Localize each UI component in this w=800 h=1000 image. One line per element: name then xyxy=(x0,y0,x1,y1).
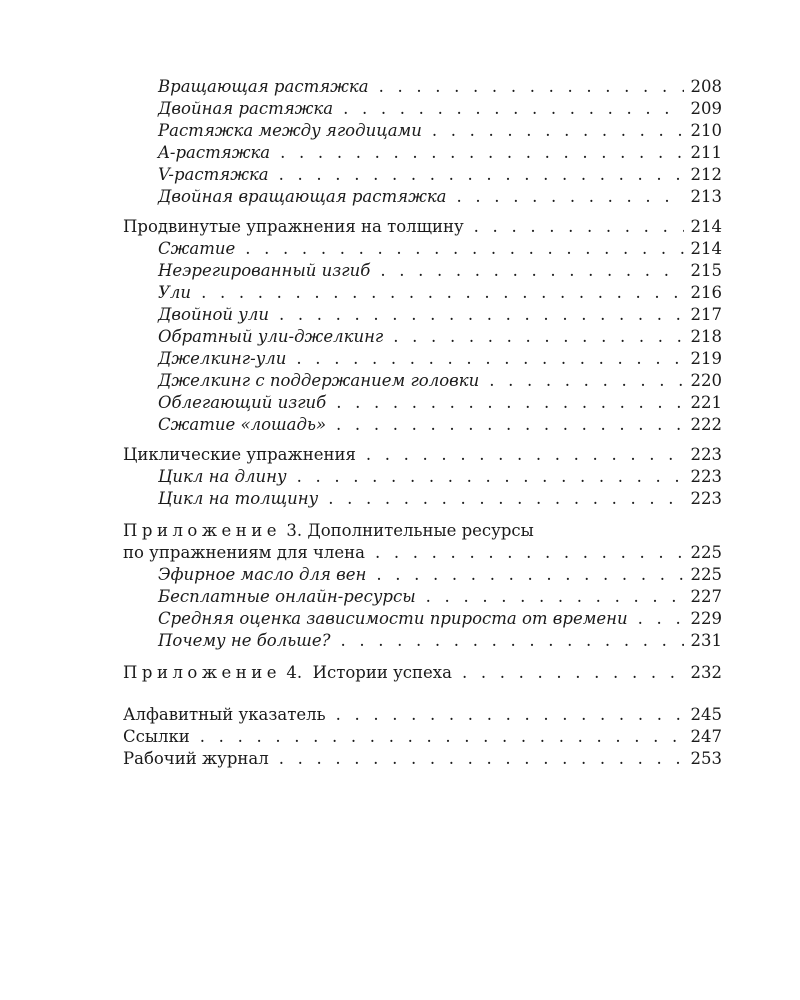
toc-section xyxy=(123,542,722,564)
toc-entry xyxy=(123,414,722,436)
toc-entry xyxy=(123,238,722,260)
toc-entry-page: 208 xyxy=(690,77,722,96)
dot-leader xyxy=(379,76,684,98)
toc-entry xyxy=(123,392,722,414)
dot-leader xyxy=(201,282,684,304)
toc-entry xyxy=(123,630,722,652)
toc-entry xyxy=(123,488,722,510)
dot-leader xyxy=(393,326,684,348)
toc-entry-page: 225 xyxy=(690,565,722,584)
toc-section-page: 245 xyxy=(690,705,722,724)
appendix-title: Истории успеха xyxy=(312,663,452,682)
dot-leader xyxy=(328,488,684,510)
toc-entry-page: 217 xyxy=(690,305,722,324)
toc-entry xyxy=(123,98,722,120)
dot-leader xyxy=(340,630,684,652)
dot-leader xyxy=(457,186,684,208)
toc-entry-page: 219 xyxy=(690,349,722,368)
appendix-label: Приложение xyxy=(123,521,282,540)
dot-leader xyxy=(375,542,684,564)
toc-entry xyxy=(123,282,722,304)
toc-entry xyxy=(123,608,722,630)
toc-entry xyxy=(123,142,722,164)
dot-leader xyxy=(296,348,684,370)
toc-entry-title: Средняя оценка зависимости прироста от времени xyxy=(158,609,628,628)
table-of-contents xyxy=(123,76,722,770)
toc-entry-title: Ули xyxy=(158,283,192,302)
toc-entry-title: Вращающая растяжка xyxy=(158,77,369,96)
toc-entry xyxy=(123,466,722,488)
appendix-4-heading xyxy=(123,662,452,684)
dot-leader xyxy=(380,260,684,282)
dot-leader xyxy=(279,304,684,326)
toc-entry-page: 213 xyxy=(690,187,722,206)
appendix-label: Приложение xyxy=(123,663,282,682)
dot-leader xyxy=(279,748,684,770)
toc-entry-page: 229 xyxy=(690,609,722,628)
toc-section-page: 223 xyxy=(690,445,722,464)
toc-entry-title: Эфирное масло для вен xyxy=(158,565,367,584)
toc-entry xyxy=(123,164,722,186)
dot-leader xyxy=(336,392,684,414)
toc-section-page: 253 xyxy=(690,749,722,768)
toc-entry xyxy=(123,304,722,326)
dot-leader xyxy=(489,370,684,392)
toc-entry-page: 215 xyxy=(690,261,722,280)
toc-section-page: 247 xyxy=(690,727,722,746)
dot-leader xyxy=(336,704,684,726)
spacer xyxy=(123,436,722,444)
toc-entry-title: Двойной ули xyxy=(158,305,269,324)
toc-entry-page: 218 xyxy=(690,327,722,346)
dot-leader xyxy=(280,142,684,164)
toc-section-title: Алфавитный указатель xyxy=(123,705,326,724)
dot-leader xyxy=(200,726,684,748)
toc-section xyxy=(123,748,722,770)
toc-section xyxy=(123,662,722,684)
toc-entry xyxy=(123,120,722,142)
toc-entry-page: 222 xyxy=(690,415,722,434)
toc-entry xyxy=(123,586,722,608)
dot-leader xyxy=(376,564,684,586)
dot-leader xyxy=(245,238,684,260)
toc-section xyxy=(123,726,722,748)
toc-entry-page: 209 xyxy=(690,99,722,118)
toc-section-title: Продвинутые упражнения на толщину xyxy=(123,217,464,236)
dot-leader xyxy=(297,466,684,488)
toc-entry xyxy=(123,260,722,282)
toc-section-page: 225 xyxy=(690,543,722,562)
toc-entry xyxy=(123,326,722,348)
toc-entry-page: 227 xyxy=(690,587,722,606)
spacer xyxy=(123,652,722,662)
appendix-3-heading xyxy=(123,520,722,542)
toc-entry-title: Бесплатные онлайн-ресурсы xyxy=(158,587,416,606)
toc-entry-title: A-растяжка xyxy=(158,143,271,162)
toc-entry-title: Цикл на толщину xyxy=(158,489,319,508)
toc-entry-title: Растяжка между ягодицами xyxy=(158,121,422,140)
dot-leader xyxy=(474,216,684,238)
toc-entry-title: Сжатие «лошадь» xyxy=(158,415,327,434)
toc-entry-page: 223 xyxy=(690,489,722,508)
toc-entry-page: 221 xyxy=(690,393,722,412)
appendix-title-line1: Дополнительные ресурсы xyxy=(307,521,534,540)
toc-entry xyxy=(123,76,722,98)
toc-entry-title: Обратный ули-джелкинг xyxy=(158,327,384,346)
appendix-number: 4. xyxy=(286,663,303,682)
toc-entry-page: 231 xyxy=(690,631,722,650)
toc-section-page: 214 xyxy=(690,217,722,236)
toc-entry-page: 223 xyxy=(690,467,722,486)
toc-entry xyxy=(123,564,722,586)
toc-section-title: Циклические упражнения xyxy=(123,445,356,464)
toc-section xyxy=(123,704,722,726)
spacer xyxy=(123,684,722,704)
toc-entry-page: 210 xyxy=(690,121,722,140)
spacer xyxy=(123,208,722,216)
toc-entry xyxy=(123,370,722,392)
toc-entry-title: Почему не больше? xyxy=(158,631,331,650)
toc-section xyxy=(123,216,722,238)
dot-leader xyxy=(426,586,684,608)
appendix-number: 3. xyxy=(286,521,303,540)
dot-leader xyxy=(279,164,684,186)
toc-entry-page: 214 xyxy=(690,239,722,258)
toc-entry-title: Двойная вращающая растяжка xyxy=(158,187,447,206)
toc-entry-page: 211 xyxy=(690,143,722,162)
toc-entry-title: Двойная растяжка xyxy=(158,99,334,118)
dot-leader xyxy=(638,608,684,630)
spacer xyxy=(123,510,722,520)
toc-entry-page: 212 xyxy=(690,165,722,184)
dot-leader xyxy=(336,414,684,436)
toc-section-title: Ссылки xyxy=(123,727,190,746)
toc-entry-title: Облегающий изгиб xyxy=(158,393,327,412)
toc-entry-title: V-растяжка xyxy=(158,165,269,184)
toc-entry xyxy=(123,348,722,370)
dot-leader xyxy=(343,98,684,120)
dot-leader xyxy=(432,120,684,142)
toc-entry-title: Сжатие xyxy=(158,239,236,258)
appendix-title-line2: по упражнениям для члена xyxy=(123,543,365,562)
dot-leader xyxy=(462,662,684,684)
dot-leader xyxy=(366,444,684,466)
toc-entry-title: Джелкинг-ули xyxy=(158,349,287,368)
toc-section-title: Рабочий журнал xyxy=(123,749,269,768)
toc-entry-title: Неэрегированный изгиб xyxy=(158,261,371,280)
toc-entry-page: 216 xyxy=(690,283,722,302)
toc-entry-title: Цикл на длину xyxy=(158,467,287,486)
toc-section-page: 232 xyxy=(690,663,722,682)
toc-entry xyxy=(123,186,722,208)
toc-entry-page: 220 xyxy=(690,371,722,390)
toc-section xyxy=(123,444,722,466)
toc-entry-title: Джелкинг с поддержанием головки xyxy=(158,371,480,390)
